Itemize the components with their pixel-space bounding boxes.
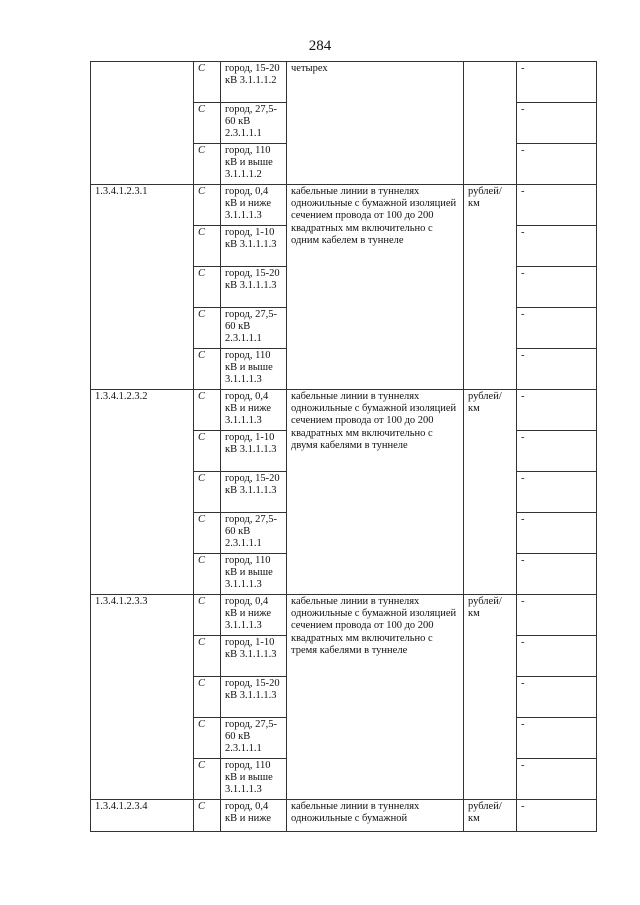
value-cell: - bbox=[517, 390, 597, 431]
unit-cell: рублей/км bbox=[464, 595, 517, 800]
code-cell: 1.3.4.1.2.3.2 bbox=[91, 390, 194, 595]
category-cell: C bbox=[194, 554, 221, 595]
value-cell: - bbox=[517, 554, 597, 595]
region-cell: город, 110 кВ и выше 3.1.1.1.3 bbox=[221, 349, 287, 390]
region-cell: город, 1-10 кВ 3.1.1.1.3 bbox=[221, 431, 287, 472]
value-cell: - bbox=[517, 595, 597, 636]
region-cell: город, 110 кВ и выше 3.1.1.1.2 bbox=[221, 144, 287, 185]
value-cell: - bbox=[517, 267, 597, 308]
value-cell: - bbox=[517, 718, 597, 759]
region-cell: город, 0,4 кВ и ниже bbox=[221, 800, 287, 832]
region-cell: город, 15-20 кВ 3.1.1.1.2 bbox=[221, 62, 287, 103]
description-cell: кабельные линии в туннелях одножильные с бумажной bbox=[287, 800, 464, 832]
value-cell: - bbox=[517, 759, 597, 800]
region-cell: город, 110 кВ и выше 3.1.1.1.3 bbox=[221, 554, 287, 595]
category-cell: C bbox=[194, 472, 221, 513]
value-cell: - bbox=[517, 513, 597, 554]
category-cell: C bbox=[194, 185, 221, 226]
unit-cell bbox=[464, 62, 517, 185]
code-cell: 1.3.4.1.2.3.1 bbox=[91, 185, 194, 390]
unit-cell: рублей/км bbox=[464, 185, 517, 390]
category-cell: C bbox=[194, 513, 221, 554]
region-cell: город, 0,4 кВ и ниже 3.1.1.1.3 bbox=[221, 595, 287, 636]
description-cell: кабельные линии в туннелях одножильные с бумажной изоляцией сечением провода от 100 до 200 квадратных мм включительно с одним кабелем в туннеле bbox=[287, 185, 464, 390]
tariff-table bbox=[90, 61, 597, 832]
description-cell: четырех bbox=[287, 62, 464, 185]
value-cell: - bbox=[517, 103, 597, 144]
description-cell: кабельные линии в туннелях одножильные с бумажной изоляцией сечением провода от 100 до 200 квадратных мм включительно с двумя кабелями в туннеле bbox=[287, 390, 464, 595]
value-cell: - bbox=[517, 226, 597, 267]
table-row bbox=[91, 800, 597, 832]
code-cell bbox=[91, 62, 194, 185]
region-cell: город, 15-20 кВ 3.1.1.1.3 bbox=[221, 677, 287, 718]
value-cell: - bbox=[517, 349, 597, 390]
category-cell: C bbox=[194, 800, 221, 832]
category-cell: C bbox=[194, 349, 221, 390]
category-cell: C bbox=[194, 759, 221, 800]
region-cell: город, 27,5-60 кВ 2.3.1.1.1 bbox=[221, 513, 287, 554]
value-cell: - bbox=[517, 144, 597, 185]
region-cell: город, 27,5-60 кВ 2.3.1.1.1 bbox=[221, 103, 287, 144]
value-cell: - bbox=[517, 185, 597, 226]
code-cell: 1.3.4.1.2.3.3 bbox=[91, 595, 194, 800]
table-row bbox=[91, 595, 597, 636]
region-cell: город, 27,5-60 кВ 2.3.1.1.1 bbox=[221, 308, 287, 349]
category-cell: C bbox=[194, 677, 221, 718]
unit-cell: рублей/км bbox=[464, 800, 517, 832]
page-number: 284 bbox=[308, 38, 332, 54]
category-cell: C bbox=[194, 390, 221, 431]
table-row bbox=[91, 62, 597, 103]
table-row bbox=[91, 390, 597, 431]
value-cell: - bbox=[517, 472, 597, 513]
region-cell: город, 27,5-60 кВ 2.3.1.1.1 bbox=[221, 718, 287, 759]
category-cell: C bbox=[194, 226, 221, 267]
region-cell: город, 0,4 кВ и ниже 3.1.1.1.3 bbox=[221, 185, 287, 226]
category-cell: C bbox=[194, 431, 221, 472]
region-cell: город, 15-20 кВ 3.1.1.1.3 bbox=[221, 267, 287, 308]
region-cell: город, 110 кВ и выше 3.1.1.1.3 bbox=[221, 759, 287, 800]
category-cell: C bbox=[194, 62, 221, 103]
value-cell: - bbox=[517, 308, 597, 349]
unit-cell: рублей/км bbox=[464, 390, 517, 595]
table-row bbox=[91, 185, 597, 226]
description-cell: кабельные линии в туннелях одножильные с бумажной изоляцией сечением провода от 100 до 200 квадратных мм включительно с тремя кабелями в туннеле bbox=[287, 595, 464, 800]
category-cell: C bbox=[194, 636, 221, 677]
category-cell: C bbox=[194, 267, 221, 308]
region-cell: город, 1-10 кВ 3.1.1.1.3 bbox=[221, 226, 287, 267]
region-cell: город, 15-20 кВ 3.1.1.1.3 bbox=[221, 472, 287, 513]
code-cell: 1.3.4.1.2.3.4 bbox=[91, 800, 194, 832]
category-cell: C bbox=[194, 595, 221, 636]
value-cell: - bbox=[517, 431, 597, 472]
value-cell: - bbox=[517, 636, 597, 677]
category-cell: C bbox=[194, 103, 221, 144]
category-cell: C bbox=[194, 718, 221, 759]
category-cell: C bbox=[194, 308, 221, 349]
value-cell: - bbox=[517, 800, 597, 832]
value-cell: - bbox=[517, 677, 597, 718]
region-cell: город, 0,4 кВ и ниже 3.1.1.1.3 bbox=[221, 390, 287, 431]
region-cell: город, 1-10 кВ 3.1.1.1.3 bbox=[221, 636, 287, 677]
category-cell: C bbox=[194, 144, 221, 185]
value-cell: - bbox=[517, 62, 597, 103]
